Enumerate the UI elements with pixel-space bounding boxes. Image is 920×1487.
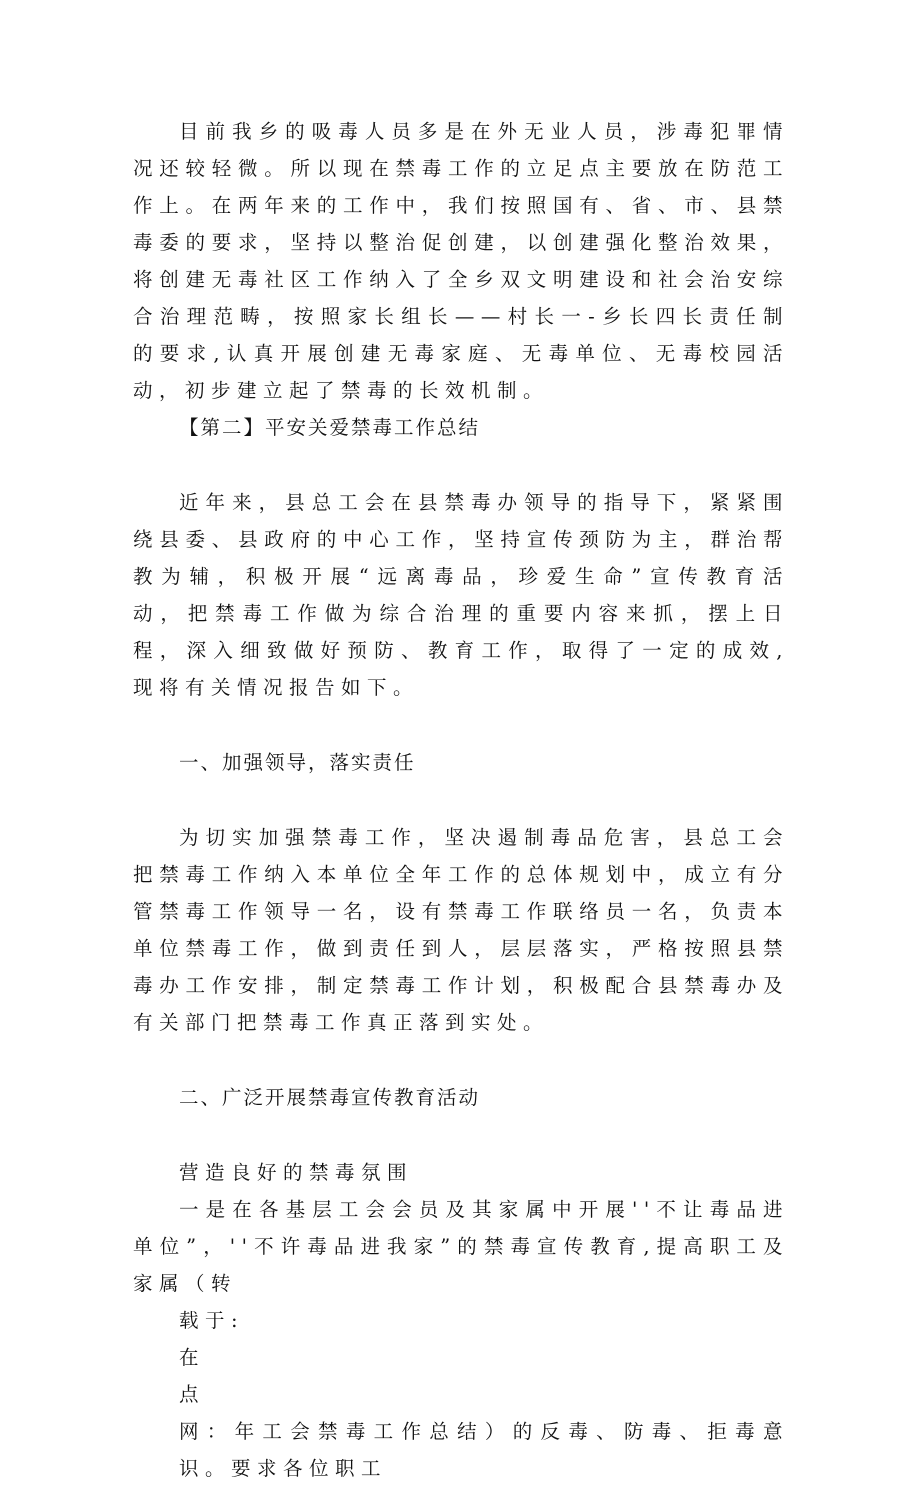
heading-strengthen-leadership: 一、加强领导，落实责任 [179, 751, 416, 774]
subheading-atmosphere: 营造良好的禁毒氛围 [179, 1161, 414, 1184]
text-line-source-continuation: 网：年工会禁毒工作总结）的反毒、防毒、拒毒意识。要求各位职工 [179, 1420, 789, 1480]
text-line-zai: 在 [179, 1346, 206, 1369]
text-line-reprinted-from: 载于: [179, 1309, 245, 1332]
document-page [133, 113, 789, 1487]
body-paragraph-drug-prevention-summary: 目前我乡的吸毒人员多是在外无业人员，涉毒犯罪情况还较轻微。所以现在禁毒工作的立足点主要放在防范工作上。在两年来的工作中，我们按照国有、省、市、县禁毒委的要求，坚持以整治促创建，以创建强化整治效果，将创建无毒社区工作纳入了全乡双文明建设和社会治安综合治理范畴，按照家长组长——村长一-乡长四长责任制的要求,认真开展创建无毒家庭、无毒单位、无毒校园活动，初步建立起了禁毒的长效机制。 [133, 120, 789, 402]
body-paragraph-first-measure: 一是在各基层工会会员及其家属中开展''不让毒品进单位”，''不许毒品进我家”的禁毒宣传教育,提高职工及家属（转 [133, 1198, 789, 1295]
text-line-dian: 点 [179, 1383, 206, 1406]
body-paragraph-leadership: 为切实加强禁毒工作，坚决遏制毒品危害，县总工会把禁毒工作纳入本单位全年工作的总体规划中，成立有分管禁毒工作领导一名，设有禁毒工作联络员一名，负责本单位禁毒工作，做到责任到人，层层落实，严格按照县禁毒办工作安排，制定禁毒工作计划，积极配合县禁毒办及有关部门把禁毒工作真正落到实处。 [133, 826, 789, 1034]
section-title-second: 【第二】平安关爱禁毒工作总结 [179, 416, 481, 439]
heading-publicity-education: 二、广泛开展禁毒宣传教育活动 [179, 1086, 481, 1109]
body-paragraph-intro: 近年来，县总工会在县禁毒办领导的指导下，紧紧围绕县委、县政府的中心工作，坚持宣传颈防为主，群治帮教为辅，积极开展“远离毒品，珍爱生命”宣传教育活动，把禁毒工作做为综合治理的重要内容来抓，摆上日程，深入细致做好预防、教育工作，取得了一定的成效,现将有关情况报告如下。 [133, 491, 789, 699]
